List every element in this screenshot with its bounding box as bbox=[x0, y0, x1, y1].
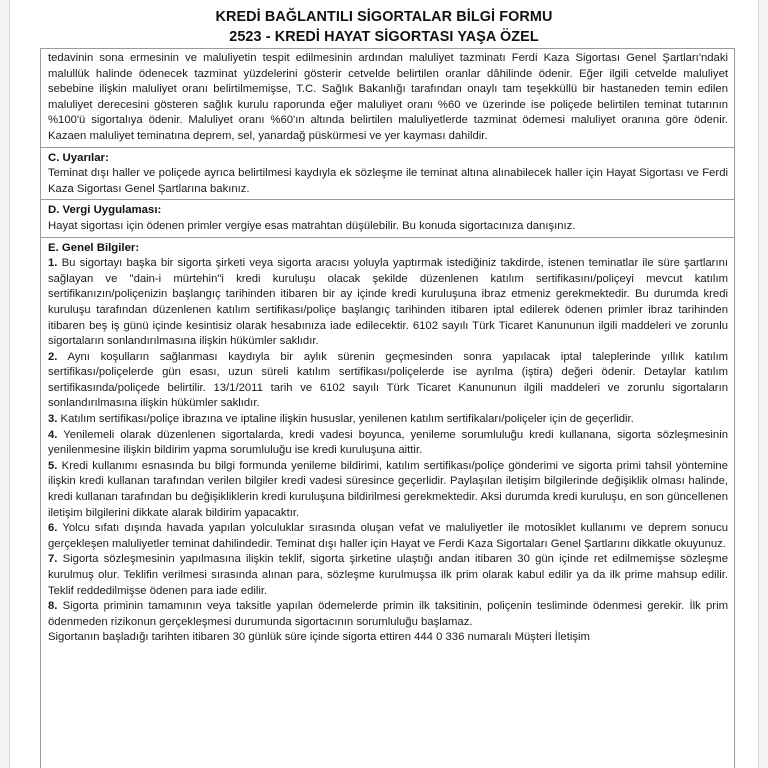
section-e-item bbox=[48, 459, 728, 521]
section-e-item bbox=[48, 599, 728, 630]
section-e-item bbox=[48, 350, 728, 412]
document-title-line-1: KREDİ BAĞLANTILI SİGORTALAR BİLGİ FORMU bbox=[215, 9, 553, 25]
section-e-item-number: 3. bbox=[48, 413, 58, 426]
section-e-item-number: 2. bbox=[48, 350, 58, 363]
section-e-item-text: Aynı koşulların sağlanması kaydıyla bir aylık sürenin geçmesinden sonra yapılacak iptal taleplerinde yıllık katılım sertifikası/poliçelerde gün esası, uzun süreli katılım sertifikası/poliçelerde ise ayrılma (iştira) değeri ödenir. Detaylar katılım sertifikasında/poliçede belirtilir. 13/1/2011 tarih ve 6102 sayılı Türk Ticaret Kanununun ilgili maddeleri ve zorunlu sigortaların sonlandırılmasına ilişkin hükümler saklıdır. bbox=[48, 350, 728, 410]
page-edge-tint-left bbox=[0, 0, 9, 768]
section-e-item-text: Bu sigortayı başka bir sigorta şirketi veya sigorta aracısı yoluyla yaptırmak istediğiniz takdirde, istenen teminatlar ile süre şartlarını sağlayan ve "dain-i mürtehin"i kredi kuruluşu olacak şekilde düzenlenen katılım sertifikasını/poliçeyi mevcut katılım sertifikanızın/poliçenizin başlangıç tarihinden itibaren bir ay içinde kredi kuruluşuna ibraz etmeniz gerekmektedir. Bu durumda kredi kuruluşu tarafından düzenlenen katılım sertifikası/poliçe başlangıç tarihinden itibaren iptal edilerek ödenen primler ibraz tarihinden itibaren beş iş günü içinde kesintisiz olarak hesabınıza iade edilecektir. 6102 sayılı Türk Ticaret Kanununun ilgili maddeleri ve zorunlu sigortaların sonlandırılmasına ilişkin hükümler saklıdır. bbox=[48, 257, 728, 348]
section-e-item-text: Yenilemeli olarak düzenlenen sigortalarda, kredi vadesi boyunca, yenileme sorumluluğu kredi kullanana, sigorta sözleşmesinin yenilenmesine ilişkin bildirim yapma sorumluluğu ise kredi kuruluşuna aittir. bbox=[48, 428, 728, 457]
section-e-item-number: 5. bbox=[48, 459, 58, 472]
form-body bbox=[40, 48, 735, 768]
section-e-genel-bilgiler bbox=[41, 237, 734, 648]
section-e-item-text: Kredi kullanımı esnasında bu bilgi formunda yenileme bildirimi, katılım sertifikası/poliçe gönderimi ve sigorta primi tahsil yöntemine ilişkin kredi kullanan tarafından verilen bilgiler kredi vadesi süresince geçerlidir. Paylaşılan iletişim bilgilerinde değişiklik olması halinde, kredi kullanan tarafından bu değişikliklerin kredi kuruluşuna bildirilmesi gerekmektedir. Aksi durumda kredi kuruluşu, en son güncellenen iletişim bilgilerini dikkate alarak bildirim yapacaktır. bbox=[48, 459, 728, 519]
section-e-item-text: Sigorta priminin tamamının veya taksitle yapılan ödemelerde primin ilk taksitinin, poliçenin tesliminde ödenmesi gerekir. İlk prim ödenmeden rizikonun gerçekleşmesi durumunda sigortacının sorumluluğu başlamaz. bbox=[48, 600, 728, 628]
section-e-item-text: Sigorta sözleşmesinin yapılmasına ilişkin teklif, sigorta şirketine ulaştığı andan itibaren 30 gün içinde ret edilmemişse sözleşme kurulmuş olur. Teklifin verilmesi sırasında alınan para, sözleşme kurulmuşsa ilk prim olarak kabul edilir ya da ilk prime mahsup edilir. Teklif reddedilmişse ödenen para iade edilir. bbox=[48, 553, 728, 597]
page-edge-tint-right bbox=[759, 0, 768, 768]
section-e-item-number: 8. bbox=[48, 600, 58, 613]
section-e-item bbox=[48, 552, 728, 599]
page-edge-line-right bbox=[758, 0, 759, 768]
section-e-item bbox=[48, 428, 728, 459]
section-d-text: Hayat sigortası için ödenen primler vergiye esas matrahtan düşülebilir. Bu konuda sigortacınıza danışınız. bbox=[48, 219, 576, 232]
section-e-heading: E. Genel Bilgiler: bbox=[48, 241, 140, 254]
section-e-item-number: 7. bbox=[48, 553, 58, 566]
section-d-heading: D. Vergi Uygulaması: bbox=[48, 204, 162, 217]
section-c-uyarilar bbox=[41, 147, 734, 200]
section-c-text: Teminat dışı haller ve poliçede ayrıca belirtilmesi kaydıyla ek sözleşme ile teminat altına alınabilecek haller için Hayat Sigortası ve Ferdi Kaza Sigortası Genel Şartlarına bakınız. bbox=[48, 167, 728, 195]
section-e-item-number: 1. bbox=[48, 257, 58, 270]
section-continuation-text: tedavinin sona ermesinin ve maluliyetin tespit edilmesinin ardından maluliyet tazminatı Ferdi Kaza Sigortası Genel Şartları'ndaki malullük halinde ödenecek tazminat yüzdelerini gösterir cetvelde belirtilen oranlar dâhilinde ödenir. Eğer ilgili cetvelde maluliyet sebebine ilişkin maluliyet oranı belirtilmemişse, T.C. Sağlık Bakanlığı tarafından onaylı tam teşekküllü bir hastaneden temin edilen maluliyet derecesini gösteren sağlık kurulu raporunda eğer maluliyet oranı %60 ve üzerinde ise poliçede belirtilen teminat tutarının %100'ü sigortalıya ödenir. Maluliyet oranı %60'ın altında belirtilen maluliyetlerde tazminat ödemesi maluliyet oranına göre ödenir. Kazaen maluliyet teminatına deprem, sel, yanardağ püskürmesi ve yer kayması dahildir. bbox=[48, 52, 728, 142]
section-d-vergi-uygulamasi bbox=[41, 199, 734, 236]
section-e-item bbox=[48, 412, 728, 428]
document-title-block bbox=[0, 0, 768, 47]
section-continuation bbox=[41, 49, 734, 147]
page-edge-line-left bbox=[9, 0, 10, 768]
section-e-item-text: Yolcu sıfatı dışında havada yapılan yolculuklar sırasında oluşan vefat ve maluliyetler ile motosiklet kullanımı ve deprem sonucu gerçekleşen maluliyetler teminat dahilindedir. Teminat dışı haller için Hayat ve Ferdi Kaza Sigortaları Genel Şartlarını dikkatle okuyunuz. bbox=[48, 522, 728, 550]
section-c-heading: C. Uyarılar: bbox=[48, 151, 109, 164]
section-e-item-number: 6. bbox=[48, 522, 58, 535]
document-title-line-2: 2523 - KREDİ HAYAT SİGORTASI YAŞA ÖZEL bbox=[229, 29, 539, 45]
section-e-item-text: Katılım sertifikası/poliçe ibrazına ve iptaline ilişkin hususlar, yenilenen katılım sertifikaları/poliçeler için de geçerlidir. bbox=[57, 413, 634, 426]
section-e-item bbox=[48, 521, 728, 552]
section-e-truncated-line: Sigortanın başladığı tarihten itibaren 30 günlük süre içinde sigorta ettiren 444 0 336 numaralı Müşteri İletişim bbox=[48, 631, 590, 644]
section-e-item-number: 4. bbox=[48, 428, 58, 441]
section-e-item bbox=[48, 256, 728, 350]
